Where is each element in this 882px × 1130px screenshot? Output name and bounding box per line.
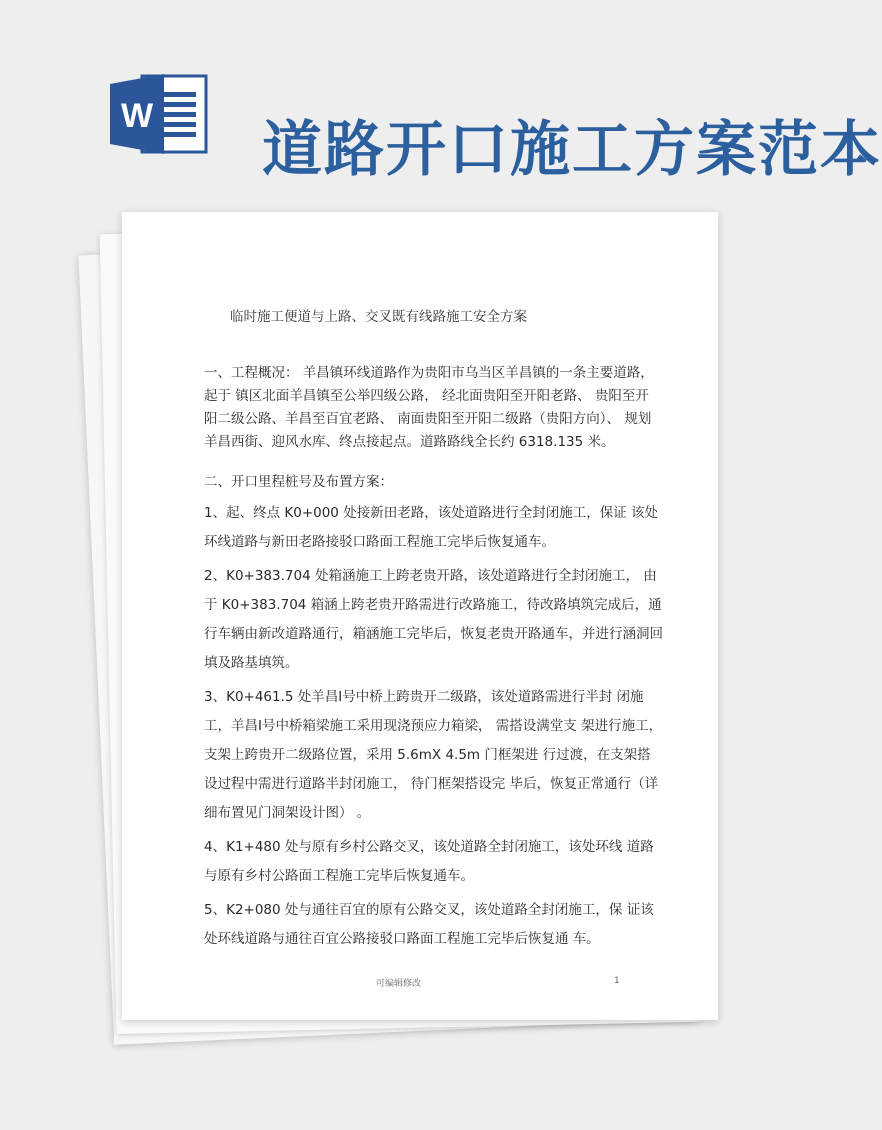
- section-project-overview: 一、工程概况： 羊昌镇环线道路作为贵阳市乌当区羊昌镇的一条主要道路， 起于 镇区北面羊昌镇至公举四级公路， 经北面贵阳至开阳老路、 贵阳至开 阳二级公路、羊昌至百宜老路、 南面贵阳至开阳二级路（贵阳方向）、 规划羊昌西街、迎风水库、终点接起点。道路路线全长约 6318.135 米。: [204, 365, 654, 450]
- banner-title: 道路开口施工方案范本: [262, 115, 882, 186]
- opening-item-2: 2、K0+383.704 处箱涵施工上跨老贵开路，该处道路进行全封闭施工， 由于 K0+383.704 箱涵上跨老贵开路需进行改路施工，待改路填筑完成后，通行车辆由新改道路通行，箱涵施工完毕后，恢复老贵开路通车，并进行涵洞回填及路基填筑。: [204, 568, 663, 671]
- opening-item-5: 5、K2+080 处与通往百宜的原有公路交叉，该处道路全封闭施工，保 证该处环线道路与通往百宜公路接驳口路面工程施工完毕后恢复通 车。: [204, 902, 654, 947]
- document-title: 临时施工便道与上路、交叉既有线路施工安全方案: [230, 309, 527, 325]
- opening-item-3: 3、K0+461.5 处羊昌Ⅰ号中桥上跨贵开二级路，该处道路需进行半封 闭施工，羊昌Ⅰ号中桥箱梁施工采用现浇预应力箱梁， 需搭设满堂支 架进行施工，支架上跨贵开二级路位置，采用 5.6mX 4.5m 门框架进 行过渡，在支架搭设过程中需进行道路半封闭施工， 待门框架搭设完 毕后，恢复正常通行（详细布置见门洞架设计图） 。: [204, 689, 663, 821]
- section-opening-heading: 二、开口里程桩号及布置方案：: [204, 474, 393, 490]
- opening-item-1: 1、起、终点 K0+000 处接新田老路，该处道路进行全封闭施工，保证 该处环线道路与新田老路接驳口路面工程施工完毕后恢复通车。: [204, 505, 658, 550]
- document-body: [204, 362, 664, 954]
- footer-editable-note: 可编辑修改: [376, 979, 422, 989]
- opening-item-4: 4、K1+480 处与原有乡村公路交叉，该处道路全封闭施工，该处环线 道路与原有乡村公路面工程施工完毕后恢复通车。: [204, 839, 654, 884]
- word-logo-letter: W: [120, 97, 154, 135]
- page-footer: [122, 976, 718, 992]
- banner: [0, 0, 882, 190]
- document-page: [122, 212, 718, 1020]
- word-document-icon: [108, 70, 212, 158]
- page-number: 1: [614, 976, 620, 986]
